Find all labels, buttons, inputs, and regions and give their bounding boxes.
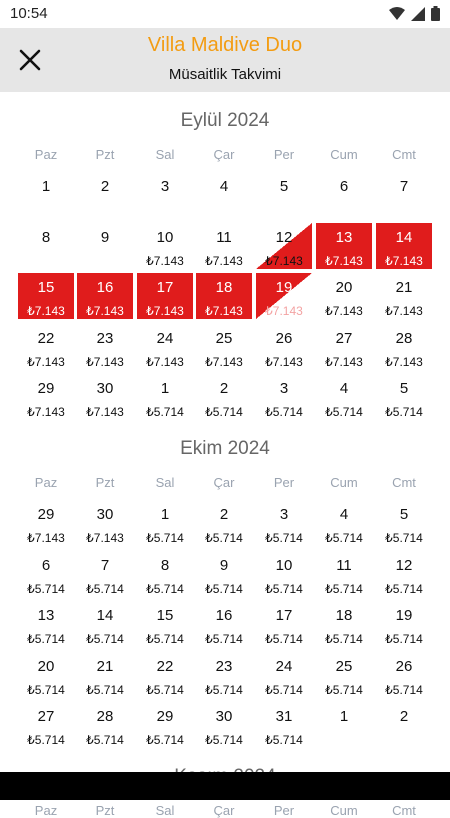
day-number: 4: [339, 506, 349, 523]
calendar-day[interactable]: [137, 652, 193, 698]
day-price: ₺5.714: [385, 632, 423, 646]
day-number: 1: [339, 708, 349, 725]
day-price: ₺5.714: [385, 682, 423, 697]
day-number: 19: [275, 279, 293, 296]
calendar-day[interactable]: [376, 223, 432, 269]
calendar-day[interactable]: [77, 223, 133, 269]
calendar-day[interactable]: [376, 601, 432, 647]
day-number: 30: [215, 708, 233, 725]
day-price: ₺5.714: [86, 733, 124, 747]
calendar-day[interactable]: [256, 500, 312, 546]
calendar-day[interactable]: [77, 273, 133, 319]
calendar-day[interactable]: [316, 652, 372, 698]
calendar-day[interactable]: [316, 172, 372, 218]
day-number: 26: [395, 657, 413, 675]
calendar-day[interactable]: [196, 601, 252, 647]
day-number: 7: [100, 556, 110, 574]
calendar-day[interactable]: [18, 702, 74, 748]
calendar-day[interactable]: [18, 324, 74, 370]
day-price: ₺5.714: [146, 531, 184, 545]
day-number: 4: [339, 380, 349, 397]
day-price: ₺7.143: [86, 531, 124, 545]
day-price: ₺5.714: [385, 531, 423, 545]
weekday-label: Paz: [34, 803, 58, 818]
day-number: 15: [156, 607, 174, 624]
day-price: ₺5.714: [27, 733, 65, 747]
calendar-day[interactable]: [196, 702, 252, 748]
calendar-day[interactable]: [18, 652, 74, 698]
status-bar: [0, 0, 450, 28]
day-price: ₺5.714: [86, 581, 124, 596]
day-number: 1: [160, 506, 170, 523]
weekday-label: Cum: [330, 803, 358, 818]
day-number: 24: [156, 329, 174, 347]
day-price: ₺5.714: [265, 405, 303, 419]
calendar-day[interactable]: [316, 273, 372, 319]
weekday-label: Sal: [155, 475, 175, 490]
day-price: ₺7.143: [86, 354, 124, 369]
day-price: ₺7.143: [27, 405, 65, 419]
weekday-label: Paz: [34, 475, 58, 490]
day-price: ₺5.714: [325, 405, 363, 419]
day-number: 30: [96, 506, 114, 523]
day-price: ₺5.714: [86, 682, 124, 697]
weekday-label: Per: [273, 803, 295, 818]
weekday-label: Sal: [155, 147, 175, 162]
day-price: ₺5.714: [86, 632, 124, 646]
calendar-day[interactable]: [196, 551, 252, 597]
calendar-day[interactable]: [256, 601, 312, 647]
day-number: 2: [100, 178, 110, 195]
day-number: 20: [335, 279, 353, 296]
day-price: ₺7.143: [27, 531, 65, 545]
weekday-label: Per: [273, 147, 295, 162]
day-price: ₺5.714: [205, 531, 243, 545]
calendar-day[interactable]: [196, 500, 252, 546]
day-number: 9: [100, 228, 110, 246]
day-number: 1: [160, 380, 170, 397]
day-price: ₺7.143: [86, 405, 124, 419]
calendar-day[interactable]: [137, 324, 193, 370]
day-price: ₺5.714: [27, 682, 65, 697]
day-number: 8: [41, 228, 51, 246]
day-price: ₺5.714: [205, 632, 243, 646]
day-number: 6: [339, 178, 349, 195]
day-price: ₺5.714: [325, 682, 363, 697]
signal-icon: [411, 7, 425, 26]
calendar-day[interactable]: [376, 702, 432, 748]
day-number: 13: [335, 228, 353, 246]
day-number: 30: [96, 380, 114, 397]
calendar-day[interactable]: [316, 223, 372, 269]
calendar-day[interactable]: [18, 601, 74, 647]
calendar-day[interactable]: [18, 551, 74, 597]
calendar-day[interactable]: [316, 601, 372, 647]
day-price: ₺7.143: [146, 253, 184, 268]
calendar-day[interactable]: [196, 172, 252, 218]
calendar-day[interactable]: [196, 374, 252, 420]
day-price: ₺7.143: [205, 253, 243, 268]
day-number: 12: [275, 228, 293, 246]
day-price: ₺5.714: [27, 581, 65, 596]
day-number: 26: [275, 329, 293, 347]
day-number: 1: [41, 178, 51, 195]
weekday-label: Cum: [330, 147, 358, 162]
day-number: 23: [96, 329, 114, 347]
day-price: ₺5.714: [205, 682, 243, 697]
calendar-day[interactable]: [137, 551, 193, 597]
weekday-label: Paz: [34, 147, 58, 162]
calendar-day[interactable]: [256, 551, 312, 597]
calendar-day[interactable]: [18, 500, 74, 546]
day-price: ₺7.143: [385, 354, 423, 369]
calendar-day[interactable]: [137, 273, 193, 319]
calendar-day[interactable]: [256, 273, 312, 319]
calendar-day[interactable]: [18, 273, 74, 319]
calendar-day[interactable]: [376, 652, 432, 698]
calendar-day[interactable]: [376, 374, 432, 420]
day-number: 3: [279, 506, 289, 523]
day-number: 3: [160, 178, 170, 195]
day-number: 10: [275, 556, 293, 574]
day-number: 2: [219, 506, 229, 523]
calendar-day[interactable]: [196, 652, 252, 698]
day-price: ₺5.714: [265, 733, 303, 747]
calendar-day[interactable]: [137, 223, 193, 269]
day-number: 14: [96, 607, 114, 624]
calendar-day[interactable]: [256, 374, 312, 420]
calendar-day[interactable]: [137, 172, 193, 218]
calendar-day[interactable]: [18, 374, 74, 420]
day-price: ₺5.714: [325, 632, 363, 646]
month-title: Ekim 2024: [180, 438, 270, 459]
weekday-label: Pzt: [95, 803, 115, 818]
weekday-label: Cmt: [392, 147, 416, 162]
day-price: ₺7.143: [205, 304, 243, 318]
app-header: [0, 28, 450, 92]
calendar-day[interactable]: [137, 500, 193, 546]
day-price: ₺7.143: [265, 253, 303, 268]
calendar-day[interactable]: [316, 702, 372, 748]
month-title: Eylül 2024: [180, 110, 270, 131]
day-number: 25: [335, 657, 353, 675]
day-price: ₺5.714: [146, 682, 184, 697]
day-number: 14: [395, 228, 413, 246]
calendar-day[interactable]: [316, 374, 372, 420]
weekday-label: Cmt: [392, 475, 416, 490]
day-number: 25: [215, 329, 233, 347]
day-number: 27: [335, 329, 353, 347]
weekday-label: Cmt: [392, 803, 416, 818]
navigation-bar: [0, 772, 450, 800]
calendar-day[interactable]: [376, 172, 432, 218]
calendar-day[interactable]: [256, 172, 312, 218]
day-number: 31: [275, 708, 293, 725]
day-price: ₺7.143: [86, 304, 124, 318]
day-number: 2: [219, 380, 229, 397]
battery-icon: [431, 6, 440, 26]
day-price: ₺5.714: [146, 581, 184, 596]
calendar-day[interactable]: [256, 652, 312, 698]
day-price: ₺7.143: [265, 354, 303, 369]
day-number: 17: [156, 279, 174, 296]
wifi-icon: [389, 7, 405, 26]
day-price: ₺7.143: [385, 304, 423, 318]
page-title: Villa Maldive Duo: [147, 34, 303, 56]
day-number: 19: [395, 607, 413, 624]
calendar-day[interactable]: [137, 702, 193, 748]
day-number: 15: [37, 279, 55, 296]
day-number: 9: [219, 556, 229, 574]
day-number: 11: [336, 556, 352, 574]
day-price: ₺5.714: [205, 733, 243, 747]
day-price: ₺5.714: [385, 405, 423, 419]
day-price: ₺5.714: [265, 632, 303, 646]
day-price: ₺7.143: [385, 253, 423, 268]
weekday-label: Sal: [155, 803, 175, 818]
calendar-day[interactable]: [77, 702, 133, 748]
day-price: ₺5.714: [146, 733, 184, 747]
day-number: 12: [395, 556, 413, 574]
calendar-day[interactable]: [376, 551, 432, 597]
weekday-label: Cum: [330, 475, 358, 490]
calendar-day[interactable]: [256, 702, 312, 748]
status-time: 10:54: [10, 5, 48, 22]
day-number: 10: [156, 228, 174, 246]
day-price: ₺7.143: [146, 354, 184, 369]
day-price: ₺5.714: [325, 531, 363, 545]
calendar-day[interactable]: [256, 324, 312, 370]
calendar-day[interactable]: [77, 551, 133, 597]
day-price: ₺5.714: [265, 682, 303, 697]
calendar-day[interactable]: [316, 324, 372, 370]
day-number: 5: [399, 506, 409, 523]
calendar-day[interactable]: [196, 324, 252, 370]
day-number: 6: [41, 556, 51, 574]
weekday-label: Per: [273, 475, 295, 490]
day-number: 4: [219, 178, 229, 195]
calendar-day[interactable]: [77, 500, 133, 546]
calendar-day[interactable]: [137, 601, 193, 647]
day-price: ₺7.143: [265, 304, 303, 318]
calendar-day[interactable]: [77, 652, 133, 698]
day-price: ₺7.143: [146, 304, 184, 318]
day-price: ₺7.143: [325, 354, 363, 369]
calendar-day[interactable]: [376, 500, 432, 546]
day-number: 3: [279, 380, 289, 397]
calendar-day[interactable]: [316, 500, 372, 546]
availability-calendar[interactable]: [0, 92, 450, 818]
day-number: 2: [399, 708, 409, 725]
calendar-day[interactable]: [376, 324, 432, 370]
calendar-day[interactable]: [18, 223, 74, 269]
weekday-label: Çar: [213, 475, 235, 490]
weekday-label: Pzt: [95, 475, 115, 490]
calendar-day[interactable]: [256, 223, 312, 269]
calendar-day[interactable]: [77, 601, 133, 647]
calendar-day[interactable]: [316, 551, 372, 597]
day-price: ₺5.714: [27, 632, 65, 646]
day-price: ₺5.714: [146, 405, 184, 419]
day-number: 22: [156, 657, 174, 675]
calendar-day[interactable]: [376, 273, 432, 319]
day-price: ₺5.714: [265, 581, 303, 596]
day-number: 7: [399, 178, 409, 195]
day-number: 23: [215, 657, 233, 675]
day-number: 17: [275, 607, 293, 624]
day-number: 8: [160, 556, 170, 574]
calendar-day[interactable]: [137, 374, 193, 420]
day-number: 28: [395, 329, 413, 347]
day-number: 16: [96, 279, 114, 296]
calendar-day[interactable]: [196, 223, 252, 269]
calendar-day[interactable]: [77, 324, 133, 370]
day-price: ₺7.143: [27, 304, 65, 318]
calendar-day[interactable]: [18, 172, 74, 218]
day-price: ₺5.714: [146, 632, 184, 646]
day-price: ₺5.714: [325, 581, 363, 596]
day-price: ₺7.143: [325, 304, 363, 318]
day-price: ₺7.143: [27, 354, 65, 369]
day-number: 21: [395, 279, 413, 296]
weekday-label: Çar: [213, 147, 235, 162]
day-number: 5: [279, 178, 289, 195]
calendar-day[interactable]: [196, 273, 252, 319]
weekday-label: Çar: [213, 803, 235, 818]
day-number: 24: [275, 657, 293, 675]
day-number: 16: [215, 607, 233, 624]
day-number: 29: [37, 506, 55, 523]
page-subtitle: Müsaitlik Takvimi: [168, 66, 282, 83]
calendar-day[interactable]: [77, 172, 133, 218]
day-number: 29: [156, 708, 174, 725]
day-price: ₺7.143: [325, 253, 363, 268]
weekday-label: Pzt: [95, 147, 115, 162]
day-number: 13: [37, 607, 55, 624]
calendar-day[interactable]: [77, 374, 133, 420]
day-number: 29: [37, 380, 55, 397]
day-number: 28: [96, 708, 114, 725]
day-price: ₺5.714: [205, 581, 243, 596]
day-price: ₺5.714: [205, 405, 243, 419]
day-number: 5: [399, 380, 409, 397]
day-price: ₺7.143: [205, 354, 243, 369]
day-number: 18: [215, 279, 233, 296]
day-number: 27: [37, 708, 55, 725]
day-price: ₺5.714: [385, 581, 423, 596]
day-number: 11: [216, 228, 232, 246]
day-number: 22: [37, 329, 55, 347]
day-number: 21: [96, 657, 114, 675]
day-price: ₺5.714: [265, 531, 303, 545]
day-number: 20: [37, 657, 55, 675]
status-icons: [389, 6, 440, 26]
day-number: 18: [335, 607, 353, 624]
